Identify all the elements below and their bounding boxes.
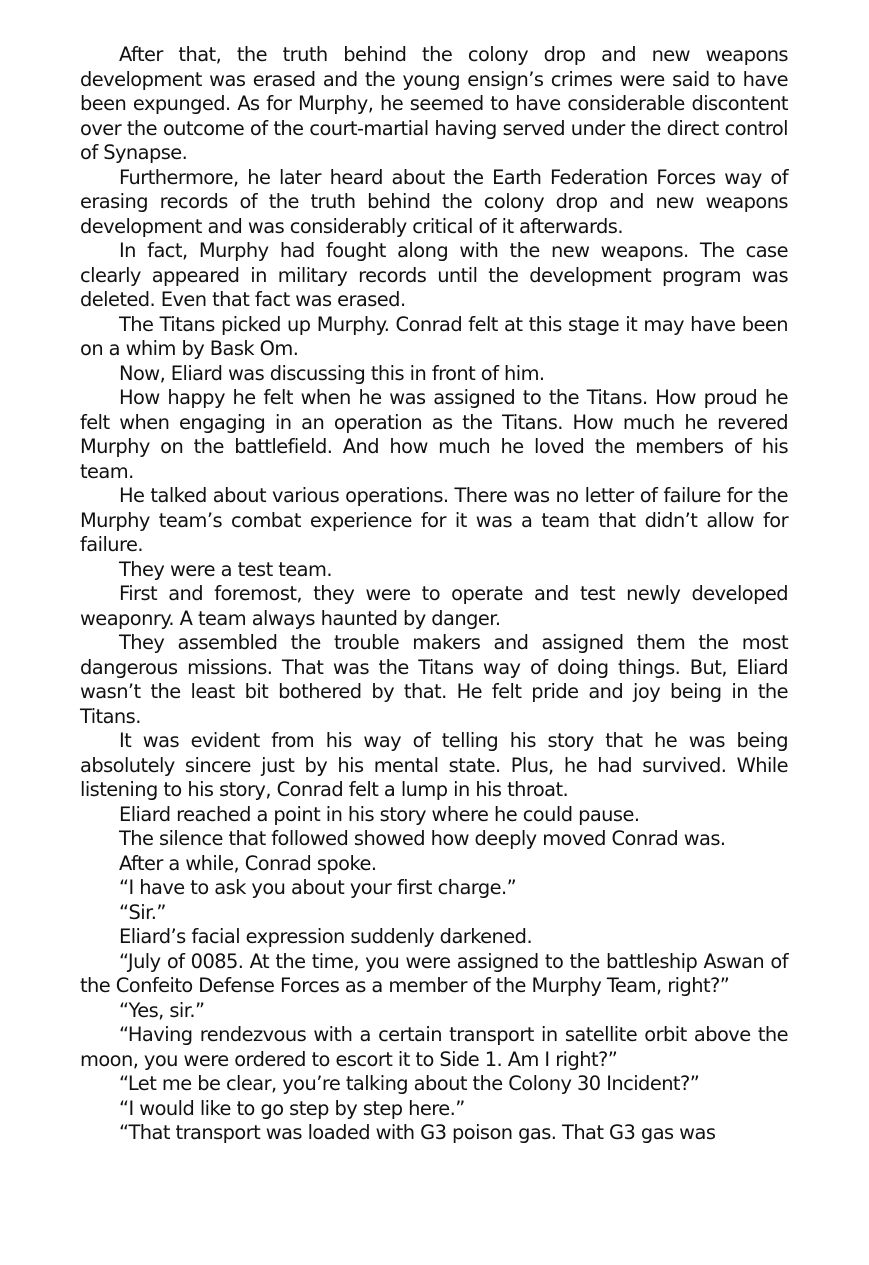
paragraph: Eliard’s facial expression suddenly darkened. bbox=[119, 925, 533, 948]
paragraph: “I would like to go step by step here.” bbox=[119, 1096, 465, 1120]
paragraph: “Yes, sir.” bbox=[119, 998, 205, 1022]
paragraph: He talked about various operations. There was no letter of failure for the Murphy team’s combat experience for it was a team that didn’t allow for failure. bbox=[80, 484, 788, 556]
paragraph: In fact, Murphy had fought along with the new weapons. The case clearly appeared in military records until the development program was deleted. Even that fact was erased. bbox=[80, 239, 788, 311]
paragraph: They were a test team. bbox=[119, 557, 332, 581]
paragraph: The Titans picked up Murphy. Conrad felt at this stage it may have been on a whim by Bask Om. bbox=[80, 312, 788, 360]
paragraph: How happy he felt when he was assigned to the Titans. How proud he felt when engaging in an operation as the Titans. How much he revered Murphy on the battlefield. And how much he loved the members of his team. bbox=[80, 386, 788, 483]
paragraph: “July of 0085. At the time, you were assigned to the battleship Aswan of the Confeito Defense Forces as a member of the Murphy Team, right?” bbox=[80, 949, 788, 997]
paragraph: “Sir.” bbox=[119, 900, 166, 924]
document-page bbox=[80, 43, 788, 1146]
paragraph: They assembled the trouble makers and assigned them the most dangerous missions. That was the Titans way of doing things. But, Eliard wasn’t the least bit bothered by that. He felt pride and joy being in the Titans. bbox=[80, 631, 788, 728]
paragraph: Furthermore, he later heard about the Earth Federation Forces way of erasing records of the truth behind the colony drop and new weapons development and was considerably critical of it afterwards. bbox=[80, 165, 788, 238]
paragraph: “Let me be clear, you’re talking about the Colony 30 Incident?” bbox=[119, 1072, 700, 1095]
paragraph: “I have to ask you about your first charge.” bbox=[119, 876, 517, 899]
paragraph: After a while, Conrad spoke. bbox=[119, 851, 377, 875]
paragraph: First and foremost, they were to operate and test newly developed weaponry. A team always haunted by danger. bbox=[80, 582, 788, 630]
paragraph: “Having rendezvous with a certain transport in satellite orbit above the moon, you were ordered to escort it to Side 1. Am I right?” bbox=[80, 1023, 788, 1071]
paragraph: It was evident from his way of telling his story that he was being absolutely sincere just by his mental state. Plus, he had survived. While listening to his story, Conrad felt a lump in his throat. bbox=[80, 729, 788, 801]
paragraph: After that, the truth behind the colony drop and new weapons development was erased and the young ensign’s crimes were said to have been expunged. As for Murphy, he seemed to have considerable discontent over the outcome of the court-martial having served under the direct control of Synapse. bbox=[80, 43, 788, 164]
paragraph: Now, Eliard was discussing this in front of him. bbox=[119, 361, 545, 385]
paragraph: “That transport was loaded with G3 poison gas. That G3 gas was bbox=[119, 1121, 716, 1144]
paragraph: Eliard reached a point in his story where he could pause. bbox=[119, 802, 640, 826]
paragraph: The silence that followed showed how deeply moved Conrad was. bbox=[119, 827, 726, 850]
